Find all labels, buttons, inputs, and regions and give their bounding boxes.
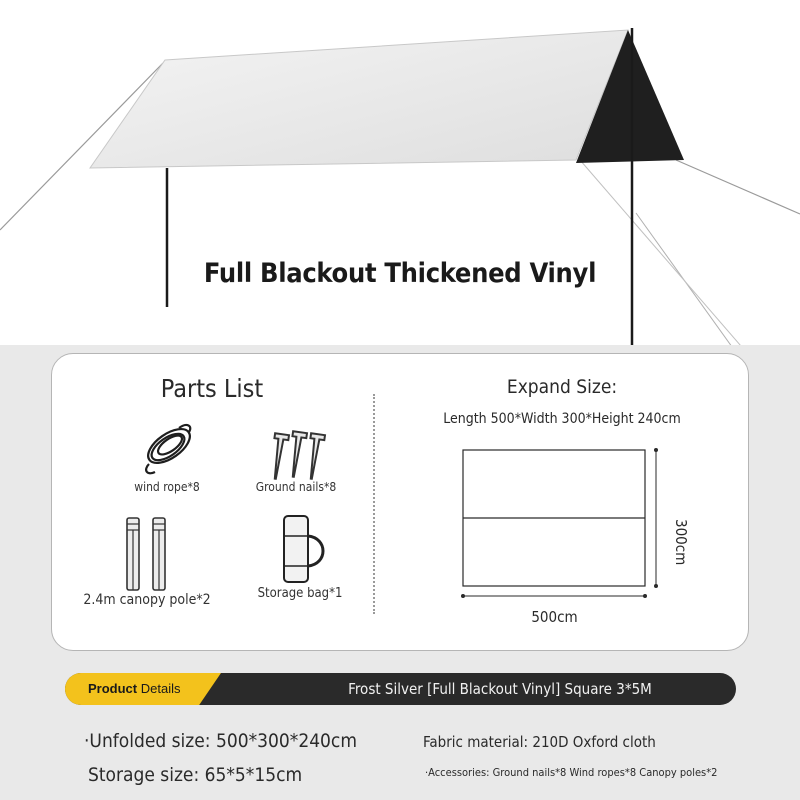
part-label: wind rope*8 <box>134 480 200 494</box>
spec-storage-size: Storage size: 65*5*15cm <box>88 764 303 786</box>
height-dimension-label: 300cm <box>672 519 690 566</box>
product-details-badge-text: Product Details <box>88 681 181 696</box>
part-storage-bag <box>225 514 375 601</box>
parts-list-title: Parts List <box>160 374 264 403</box>
canopy-drawing <box>0 0 800 345</box>
canopy-pole-icon <box>117 516 177 592</box>
parts-card <box>51 353 749 651</box>
part-ground-nails <box>236 426 356 494</box>
part-canopy-pole <box>72 516 222 608</box>
width-dimension-label: 500cm <box>531 608 578 626</box>
hero-title: Full Blackout Thickened Vinyl <box>203 258 597 289</box>
product-description: Frost Silver [Full Blackout Vinyl] Square 3*5M <box>348 680 652 698</box>
spec-accessories: ·Accessories: Ground nails*8 Wind ropes*8 Canopy poles*2 <box>425 766 718 779</box>
rope-coil-icon <box>135 418 199 480</box>
ground-nail-icon <box>264 426 328 480</box>
floor-plan-diagram <box>457 444 667 604</box>
spec-fabric-material: Fabric material: 210D Oxford cloth <box>423 733 656 751</box>
expand-dimensions: Length 500*Width 300*Height 240cm <box>443 411 681 427</box>
storage-bag-icon <box>270 514 330 586</box>
part-label: Ground nails*8 <box>255 480 337 494</box>
spec-unfolded-size: ·Unfolded size: 500*300*240cm <box>84 730 357 752</box>
part-wind-rope <box>107 418 227 494</box>
part-label: Storage bag*1 <box>257 586 343 601</box>
product-details-bar <box>65 673 736 705</box>
card-divider <box>373 394 375 614</box>
canopy-illustration <box>0 0 800 345</box>
expand-size-title: Expand Size: <box>506 376 618 398</box>
part-label: 2.4m canopy pole*2 <box>83 592 211 608</box>
